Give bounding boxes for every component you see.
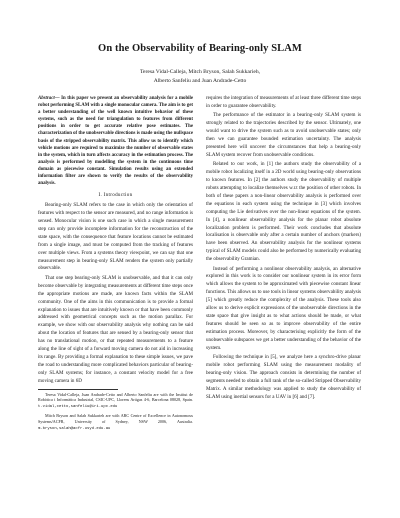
abstract-text: — In this paper we present an observability analysis for a mobile robot performing SLAM with a single monocular camera. The aim is to get a better understanding of the well known intuitive behavior of these systems, such as the need for triangulation to features from different positions in order to get accurate relative pose estimates. The characterization of the unobservable directions is made using the nullspace basis of the stripped observability matrix. This allow us to identify which vehicle motions are required to maximize the number of observable states in the system, which in turn affects accuracy in the estimation process. The analysis is performed by modelling the system in the continuous time domain as piecewise constant. Simulation results using an extended information filter are shown to verify the results of the observability analysis.	[38, 96, 193, 187]
footnote-divider	[38, 389, 118, 390]
paper-title: On the Observability of Bearing-only SLAM	[98, 43, 302, 54]
abstract-lead: Abstract	[38, 96, 55, 101]
authors-line-2: Alberto Sanfeliu and Juan Andrade-Cetto	[153, 77, 247, 84]
authors-line-1: Teresa Vidal-Calleja, Mitch Bryson, Salah Sukkarieh,	[139, 69, 261, 75]
section-heading-introduction: I. Introduction	[98, 192, 133, 199]
intro-paragraph-2: That one step bearing-only SLAM is unobservable, and that it can only become observable by integrating measurements at different time steps once the appropriate motions are made, are known facts within the SLAM community. One of the aims in this communication is to provide a formal explanation to issues that are intuitively known or that have been commonly addressed with geometrical concepts such as the motion parallax. For example, we show with our observability analysis why nothing can be said about the location of features that are sensed by a bearing-only sensor that has no translational motion, or that repeated measurements to a feature along the line of sight of a forward moving camera do not aid in increasing its range. By providing a formal explanation to these simple issues, we pave the road to understanding more complicated behaviors particular of bearing-only SLAM systems; for instance, a constant velocity model for a free moving camera in 6D	[38, 274, 193, 384]
intro-paragraph-3: requires the integration of measurements of at least three different time steps in order to guarantee observability.	[206, 95, 361, 109]
footnote-affiliation-1: Teresa Vidal-Calleja, Juan Andrade-Cetto and Alberto Sanfeliu are with the Institut de Robòtica i Informàtica Industrial, CSIC-UPC, Llorens Artigas 4-6, Barcelona 08028, Spain. t.vidal,cetto,sanfeliu@iri.upc.edu	[38, 391, 193, 410]
intro-paragraph-6: Instead of performing a nonlinear observability analysis, an alternative explored in this work is to consider our nonlinear system in its error form which allows the system to be approximated with piecewise constant linear functions. This allows us to use tools in linear systems observability analysis [5] which greatly reduce the complexity of the analysis. These tools also allow us to derive explicit expressions of the unobservable directions in the state space that give insight as to what actions should be made, or what features should be seen so as to improve observability of the entire estimation process. Moreover, by characterising explicitly the form of the unobservable subspaces we get a better understanding of the behavior of the system.	[206, 265, 361, 351]
abstract	[38, 95, 193, 187]
right-column	[206, 95, 361, 403]
intro-paragraph-5: Related to our work, in [1] the authors study the observability of a mobile robot localizing itself in a 2D world using bearing-only observations to known features. In [2] the authors study the observability of multiple robots attempting to localize themselves w.r.t the position of other robots. In both of these papers a non-linear observability analysis is performed over the equations in each system using the technique in [3] which involves computing the Lie derivatives over the non-linear equations of the system. In [4], a nonlinear observability analysis for the planar robot absolute localization problem is performed. Their work concludes that absolute localisation is observable only after a certain number of anchors (markers) have been observed. An observability analysis for the nonlinear systems typical of SLAM models could also be performed by numerically evaluating the observability Gramian.	[206, 161, 361, 263]
footnote-affiliation-2: Mitch Bryson and Salah Sukkarieh are with ARC Centre of Excellence in Autonomous Systems/ACFR, University of Sydney, NSW 2006, Australia. m.bryson,salah@acfr.usyd.edu.au	[38, 412, 193, 431]
footnote-email-1: t.vidal,cetto,sanfeliu@iri.upc.edu	[38, 405, 118, 410]
intro-paragraph-4: The performance of the estimator in a bearing-only SLAM system is strongly related to the trajectories described by the sensor. Ultimately, one would want to drive the system such as to avoid unobservable states; only then we can guarantee bounded estimation uncertainty. The analysis presented here will uncover the circumstances that help a bearing-only SLAM system recover from unobservable conditions.	[206, 112, 361, 158]
intro-paragraph-1: Bearing-only SLAM refers to the case in which only the orientation of features with respect to the sensor are measured, and no range information is sensed. Monocular vision is one such case in which a single measurement step can only provide incomplete information for the reconstruction of the state space, with the consequence that feature locations cannot be estimated from a single image, and must be computed from the tracking of features over multiple views. From a systems theory viewpoint, we can say that one measurement step in bearing-only SLAM renders the system only partially observable.	[38, 202, 193, 272]
left-column	[38, 95, 193, 434]
intro-paragraph-7: Following the technique in [5], we analyze here a synchro-drive planar mobile robot performing SLAM using the measurement modality of bearing-only vision. The approach consists in determining the number of segments needed to obtain a full rank of the so-called Stripped Observability Matrix. A similar methodology was applied to study the observability of SLAM using inertial sensors for a UAV in [6] and [7].	[206, 354, 361, 400]
footnote-email-2: m.bryson,salah@acfr.usyd.edu.au	[38, 426, 111, 431]
author-list	[60, 68, 340, 85]
